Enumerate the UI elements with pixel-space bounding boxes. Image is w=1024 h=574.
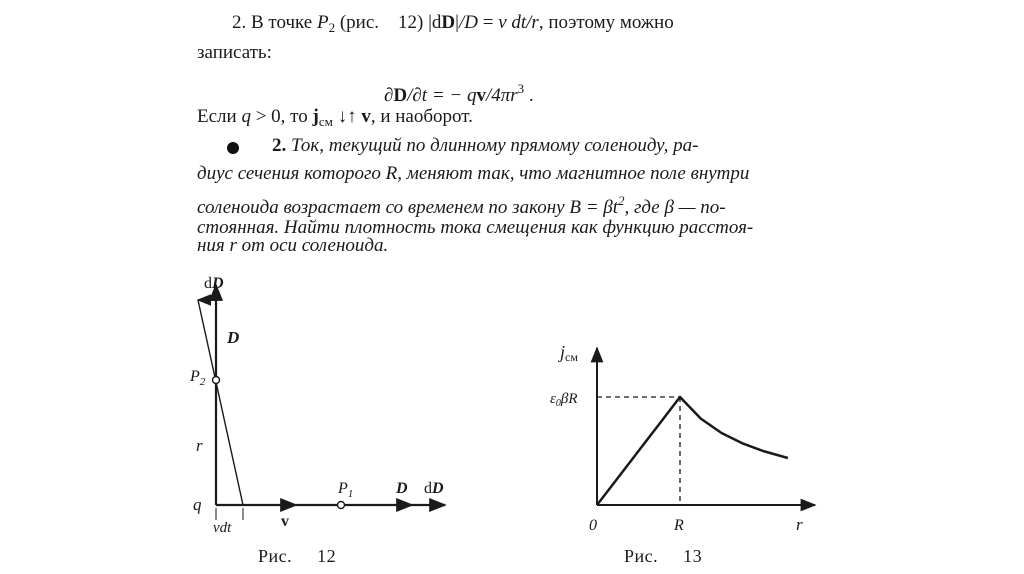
- fig13-xtick-R: R: [674, 517, 684, 534]
- formula-part: /D: [458, 12, 478, 33]
- fig12-point-p1: [338, 502, 345, 509]
- fig13-xtick-origin: 0: [589, 517, 597, 534]
- problem-exponent: 2: [618, 193, 625, 208]
- formula-part: |: [455, 12, 459, 33]
- fig12-point-p2: [213, 377, 220, 384]
- text-tail: , поэтому можно: [538, 12, 674, 33]
- formula-v: v: [498, 12, 507, 33]
- fig12-label-q: q: [193, 495, 202, 514]
- caption-word: Рис.: [258, 546, 293, 566]
- text-part: > 0, то: [250, 106, 313, 127]
- fig12-label-D-right: D: [396, 480, 408, 497]
- formula-part: /∂t = − q: [407, 85, 477, 106]
- problem-line-4: стоянная. Найти плотность тока смещения как функцию расстоя-: [197, 217, 754, 238]
- fig12-label-vdt: vdt: [213, 520, 232, 536]
- fig12-label-r: r: [196, 436, 203, 455]
- fig12-label-p2: $P_2$: [190, 368, 206, 388]
- formula-part: ∂: [384, 85, 394, 106]
- current-j: j: [312, 106, 319, 127]
- formula-part: /4πr: [485, 85, 518, 106]
- current-subscript: см: [318, 114, 333, 129]
- text-line-2: записать:: [197, 42, 272, 63]
- formula-dt: dt: [506, 12, 527, 33]
- fig12-caption: [258, 546, 336, 567]
- formula-vector-d: D: [393, 85, 408, 106]
- caption-number: 12: [317, 546, 337, 566]
- point-subscript: 2: [328, 20, 336, 35]
- problem-text: соленоида возрастает со временем по закону B = βt: [197, 197, 619, 218]
- fig12-label-v: v: [281, 513, 289, 530]
- problem-line-5: ния r от оси соленоида.: [197, 235, 389, 256]
- fig13-ylabel: jсм: [560, 342, 578, 364]
- figure-ref-number: 12): [398, 12, 424, 33]
- caption-word: Рис.: [624, 546, 659, 566]
- fig13-caption: [624, 546, 702, 567]
- fig13-xlabel: r: [796, 515, 803, 534]
- text-part: Если: [197, 106, 237, 127]
- fig13-ytick-peak: $\varepsilon_0\beta R$: [550, 391, 578, 409]
- formula-part: |d: [428, 12, 442, 33]
- problem-line-2: диус сечения которого R, меняют так, что магнитное поле внутри: [197, 163, 750, 184]
- fig12-label-dD-right: dD: [424, 480, 444, 497]
- point-label: P: [316, 12, 329, 33]
- formula-exponent: 3: [517, 81, 525, 96]
- figure-ref: (рис.: [339, 12, 380, 33]
- velocity-v: v: [361, 106, 371, 127]
- fig12-label-p1: $P_1$: [338, 480, 354, 500]
- charge-q: q: [241, 106, 251, 127]
- problem-number: 2.: [272, 135, 287, 156]
- formula-end: .: [524, 85, 534, 106]
- formula-vector-d: D: [441, 12, 456, 33]
- fig12-label-D-mid: D: [227, 328, 240, 347]
- problem-text: , где β — по-: [624, 197, 726, 218]
- direction-arrows: ↓↑: [332, 106, 362, 127]
- fig12-label-dD-top: dD: [204, 275, 224, 292]
- figure-13: [550, 342, 815, 534]
- problem-text: Ток, текущий по длинному прямому соленоиду, ра-: [291, 135, 699, 156]
- formula-r: /r: [526, 12, 539, 33]
- fig13-series-line: [597, 397, 788, 505]
- text-part: , и наоборот.: [370, 106, 473, 127]
- caption-number: 13: [683, 546, 703, 566]
- item-number: 2. В точке: [232, 12, 313, 33]
- formula-eq: =: [477, 12, 499, 33]
- formula-vector-v: v: [476, 85, 486, 106]
